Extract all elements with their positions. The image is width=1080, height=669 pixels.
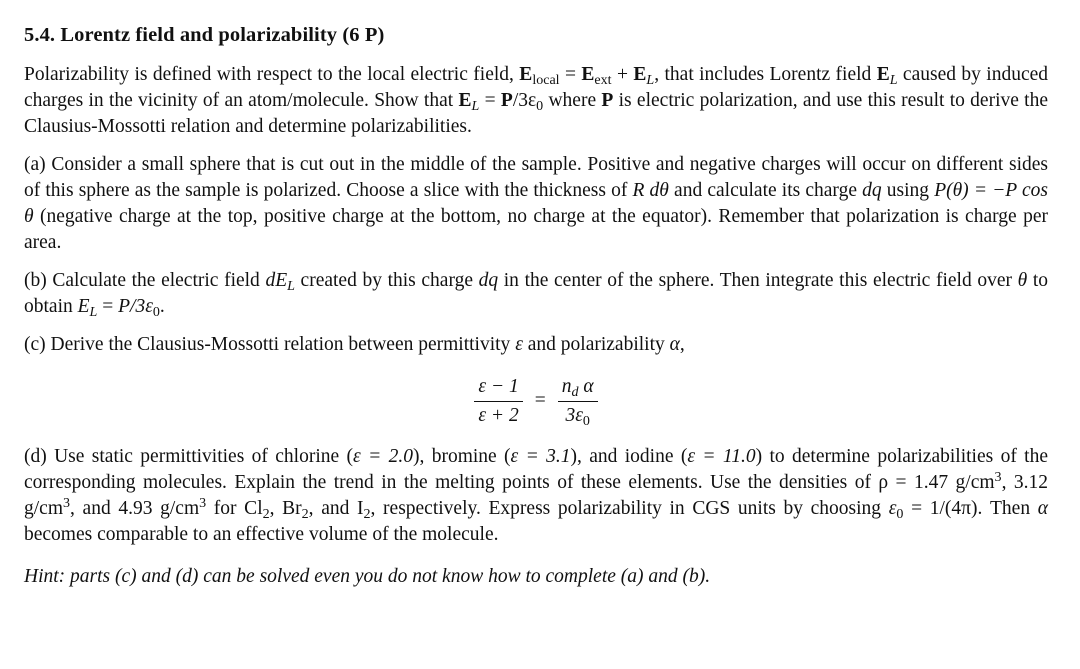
rhs-fraction: [558, 376, 598, 427]
math-symbol: E: [519, 64, 533, 85]
text: , and I: [308, 498, 364, 519]
text: (b) Calculate the electric field: [24, 270, 266, 291]
math-subscript: 2: [363, 505, 371, 522]
text: +: [611, 64, 634, 85]
text: caused by induced charges in the vicinity of an atom/molecule. Show that: [24, 64, 1049, 111]
text: is electric polarization, and use this result to derive the Clausius-Mossotti relation and determine polarizabilities.: [24, 90, 1049, 137]
part-c-paragraph: [24, 332, 1048, 358]
math-inline: α: [669, 334, 680, 355]
math-inline: , and 4.93 g/cm: [70, 498, 200, 519]
math-subscript: L: [471, 97, 480, 114]
math-inline: E: [77, 296, 90, 317]
math-inline: θ: [1017, 270, 1028, 291]
text: where: [543, 90, 602, 111]
text: (c) Derive the Clausius-Mossotti relation between permittivity: [24, 334, 516, 355]
text: =: [559, 64, 582, 85]
text: , Br: [269, 498, 302, 519]
math-inline: ε: [888, 498, 897, 519]
text: (d) Use static permittivities of chlorine (: [24, 446, 354, 467]
math-subscript: local: [532, 71, 560, 88]
math-subscript: L: [646, 71, 655, 88]
lhs-denominator: ε + 2: [478, 404, 519, 426]
text: and calculate its charge: [668, 180, 863, 201]
text: created by this charge: [294, 270, 479, 291]
text: becomes comparable to an effective volume of the molecule.: [24, 524, 499, 545]
text: ,: [679, 334, 685, 355]
text: to obtain: [24, 270, 1048, 317]
text: ), and iodine (: [570, 446, 688, 467]
lhs-fraction: [474, 376, 522, 427]
math-inline: dq: [862, 180, 882, 201]
math-inline: ε = 11.0: [687, 446, 756, 467]
equals-sign: =: [534, 390, 546, 411]
text: (a) Consider a small sphere that is cut out in the middle of the sample. Positive and negative charges will occur on different sides of this sphere as the sample is polarized. Choose a slice with the thickness of: [24, 154, 1048, 201]
math-symbol: E: [633, 64, 647, 85]
text: /3ε: [512, 90, 537, 111]
math-inline: dq: [478, 270, 499, 291]
text: for Cl: [206, 498, 263, 519]
math-subscript: L: [889, 71, 898, 88]
math-inline: α: [1037, 498, 1048, 519]
math-inline: P(θ) = −P cos θ: [24, 180, 1048, 227]
text: , respectively. Express polarizability in CGS units by choosing: [370, 498, 889, 519]
math-symbol: E: [458, 90, 472, 111]
text: = 1/(4π). Then: [903, 498, 1038, 519]
math-inline: ρ = 1.47 g/cm: [878, 472, 995, 493]
math-superscript: 3: [63, 494, 71, 511]
math-symbol: P: [500, 90, 513, 111]
math-symbol: E: [581, 64, 595, 85]
text: =: [97, 296, 119, 317]
text: (negative charge at the top, positive charge at the bottom, no charge at the equator). Remember that polarization is charge per area.: [24, 206, 1048, 253]
math-subscript: 0: [536, 97, 544, 114]
text: Polarizability is defined with respect to the local electric field,: [24, 64, 520, 85]
math-subscript: 2: [301, 505, 309, 522]
math-inline: dE: [265, 270, 288, 291]
math-subscript: L: [89, 303, 98, 320]
math-subscript: 0: [152, 303, 160, 320]
math-superscript: 3: [994, 468, 1002, 485]
math-subscript: d: [571, 383, 579, 400]
math-subscript: L: [287, 277, 295, 294]
math-inline: P/3ε: [118, 296, 153, 317]
hint-text: Hint: parts (c) and (d) can be solved even you do not know how to complete (a) and (b).: [24, 566, 711, 587]
rhs-numerator: [558, 376, 598, 402]
math-symbol: 3ε: [565, 404, 583, 426]
math-symbol: E: [876, 64, 890, 85]
rhs-denominator: [561, 402, 593, 427]
math-symbol: P: [601, 90, 614, 111]
intro-paragraph: [24, 62, 1048, 140]
math-inline: ε: [515, 334, 523, 355]
math-inline: ε = 3.1: [510, 446, 571, 467]
text: ), bromine (: [412, 446, 511, 467]
math-symbol: α: [578, 375, 594, 397]
lhs-numerator: ε − 1: [474, 376, 522, 402]
math-subscript: 0: [896, 505, 904, 522]
text: in the center of the sphere. Then integrate this electric field over: [498, 270, 1018, 291]
text: and polarizability: [522, 334, 670, 355]
math-inline: R dθ: [632, 180, 669, 201]
clausius-mossotti-equation: [24, 366, 1048, 436]
part-d-paragraph: [24, 444, 1048, 548]
part-a-paragraph: [24, 152, 1048, 256]
math-subscript: 2: [262, 505, 270, 522]
part-b-paragraph: [24, 268, 1048, 320]
math-inline: , 3.12 g/cm: [24, 472, 1048, 519]
math-symbol: n: [561, 375, 572, 397]
text: , that includes Lorentz field: [654, 64, 877, 85]
math-superscript: 3: [199, 494, 207, 511]
math-inline: ε = 2.0: [353, 446, 413, 467]
text: using: [881, 180, 935, 201]
math-subscript: 0: [582, 412, 590, 429]
math-subscript: ext: [594, 71, 612, 88]
problem-heading: 5.4. Lorentz field and polarizability (6 P): [24, 24, 385, 46]
text: .: [159, 296, 165, 317]
text: ) to determine polarizabilities of the corresponding molecules. Explain the trend in the melting points of these elements. Use the densities of: [24, 446, 1048, 493]
text: =: [479, 90, 501, 111]
